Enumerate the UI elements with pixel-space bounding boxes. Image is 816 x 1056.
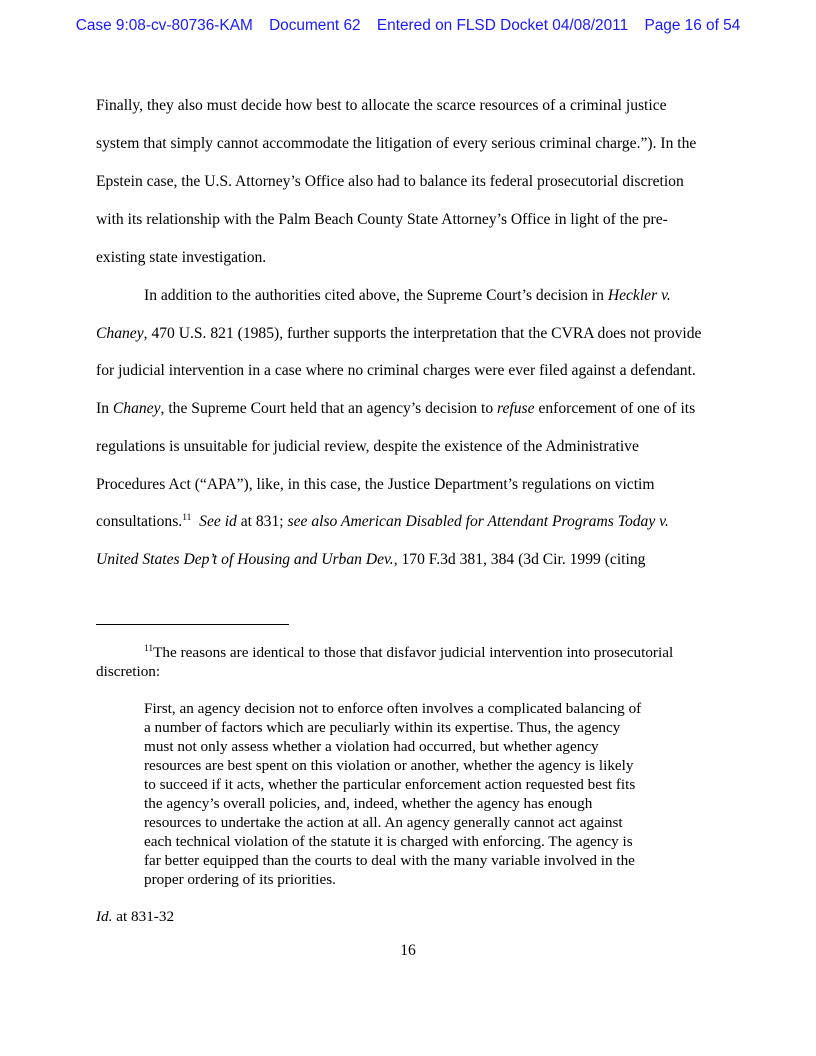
body-line [96,325,701,343]
body-line: Finally, they also must decide how best to allocate the scarce resources of a criminal justice [96,97,667,114]
quote-line: the agency’s overall policies, and, indeed, whether the agency has enough [144,795,593,812]
text-run: The reasons are identical to those that disfavor judicial intervention into prosecutorial [153,644,674,661]
citation: see also American Disabled for Attendant Programs Today v. [287,513,669,530]
text-run: at 831; [236,513,288,530]
footnote-citation [96,908,174,926]
footnote-line: discretion: [96,663,161,680]
body-line: for judicial intervention in a case where no criminal charges were ever filed against a defendant. [96,362,696,379]
body-line [96,400,695,418]
page-of-total: Page 16 of 54 [644,17,741,34]
body-line: Procedures Act (“APA”), like, in this case, the Justice Department’s regulations on victim [96,476,655,493]
body-line [96,551,645,569]
case-name: Heckler v. [607,287,671,304]
quote-line: proper ordering of its priorities. [144,871,336,888]
quote-line: First, an agency decision not to enforce often involves a complicated balancing of [144,700,642,717]
body-line: existing state investigation. [96,249,267,266]
page-number: 16 [400,942,416,959]
case-name: Chaney [96,325,144,342]
docket-header [0,17,816,35]
quote-line: must not only assess whether a violation had occurred, but whether agency [144,738,599,755]
body-line [144,287,671,305]
text-run: , 170 F.3d 381, 384 (3d Cir. 1999 (citing [393,551,646,568]
citation-signal: See id [199,513,237,530]
footnote-marker: 11 [144,644,154,654]
docket-entry: Entered on FLSD Docket 04/08/2011 [376,17,629,34]
body-line: with its relationship with the Palm Beach County State Attorney’s Office in light of the pre- [96,211,668,228]
text-run: consultations. [96,513,183,530]
quote-line: resources to undertake the action at all. An agency generally cannot act against [144,814,623,831]
body-line [96,513,669,531]
body-line: Epstein case, the U.S. Attorney’s Office also had to balance its federal prosecutorial discretion [96,173,684,190]
quote-line: a number of factors which are peculiarly within its expertise. Thus, the agency [144,719,621,736]
case-number: Case 9:08-cv-80736-KAM [75,17,253,34]
text-run: at 831-32 [112,908,175,925]
citation: United States Dep’t of Housing and Urban Dev. [96,551,394,568]
text-run: , 470 U.S. 821 (1985), further supports the interpretation that the CVRA does not provide [143,325,702,342]
emphasis: refuse [497,400,535,417]
body-line: regulations is unsuitable for judicial review, despite the existence of the Administrative [96,438,639,455]
text-run: enforcement of one of its [534,400,696,417]
text-run: In [96,400,113,417]
quote-line: each technical violation of the statute it is charged with enforcing. The agency is [144,833,633,850]
footnote-line [144,644,673,662]
citation: Id. [96,908,113,925]
quote-line: resources are best spent on this violation or another, whether the agency is likely [144,757,634,774]
text-run: In addition to the authorities cited above, the Supreme Court’s decision in [144,287,608,304]
quote-line: far better equipped than the courts to deal with the many variable involved in the [144,852,635,869]
text-run: , the Supreme Court held that an agency’s decision to [160,400,498,417]
body-line: system that simply cannot accommodate the litigation of every serious criminal charge.”). In the [96,135,697,152]
document-number: Document 62 [269,17,361,34]
quote-line: to succeed if it acts, whether the particular enforcement action requested best fits [144,776,636,793]
footnote-separator [96,624,289,625]
case-name: Chaney [112,400,161,417]
footnote-reference: 11 [182,513,192,523]
